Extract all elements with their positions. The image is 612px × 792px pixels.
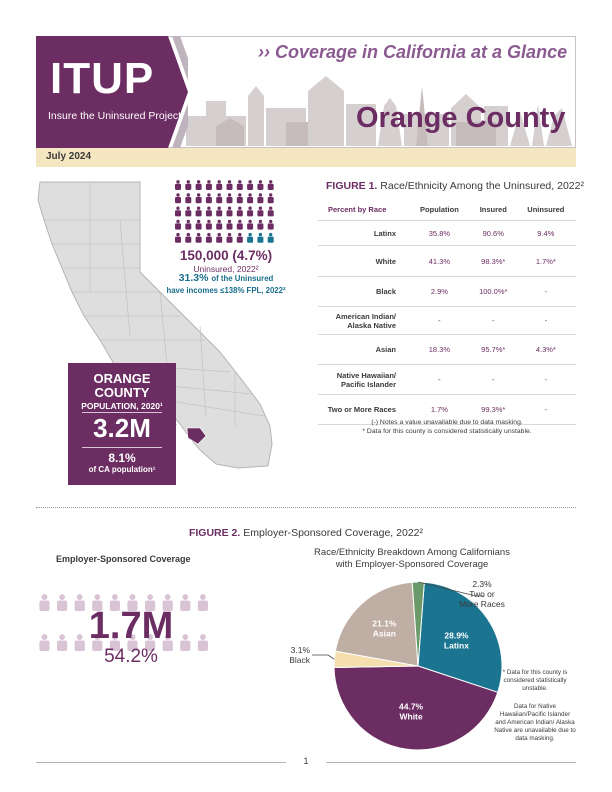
person-icon — [175, 180, 181, 190]
figure1-notes — [318, 418, 576, 436]
person-icon — [247, 233, 253, 243]
figure2-title — [0, 527, 612, 539]
person-icon — [216, 233, 222, 243]
person-icon — [206, 220, 212, 230]
cell-uninsured: - — [516, 277, 576, 307]
report-date: July 2024 — [46, 151, 92, 162]
person-icon — [216, 193, 222, 203]
pie-label: 44.7% — [399, 701, 424, 712]
pie-label: Black — [289, 655, 310, 665]
person-icon — [227, 207, 233, 217]
cell-uninsured: - — [516, 395, 576, 425]
person-icon — [227, 180, 233, 190]
pie-masking-note: Data for Native Hawaiian/Pacific Islander and American Indian/ Alaska Native are unavailable due to data masking. — [494, 703, 576, 742]
cell-insured: - — [471, 365, 516, 395]
person-icon — [257, 207, 263, 217]
person-icon — [257, 193, 263, 203]
uninsured-people-icons — [173, 180, 278, 250]
person-icon — [196, 220, 202, 230]
cell-uninsured: 4.3%* — [516, 335, 576, 365]
person-icon — [206, 207, 212, 217]
person-icon — [175, 233, 181, 243]
cell-insured: 99.3%* — [471, 395, 516, 425]
person-icon — [268, 233, 274, 243]
callout-divider — [82, 447, 162, 448]
person-icon — [247, 220, 253, 230]
person-icon — [227, 220, 233, 230]
cell-population: - — [408, 365, 471, 395]
person-icon — [216, 207, 222, 217]
column-header: Percent by Race — [318, 198, 408, 221]
person-icon — [206, 193, 212, 203]
person-icon — [185, 220, 191, 230]
figure1-title — [326, 180, 584, 192]
low-income-stat — [165, 272, 287, 284]
figure2-label: FIGURE 2. — [188, 527, 241, 539]
person-icon — [237, 220, 243, 230]
person-icon — [257, 233, 263, 243]
figure1-caption: Race/Ethnicity Among the Uninsured, 2022² — [380, 180, 584, 192]
pie-heading-line2: with Employer-Sponsored Coverage — [335, 559, 489, 570]
row-label: White — [318, 246, 408, 277]
footer-rule-right — [326, 762, 576, 763]
pie-label: 28.9% — [444, 630, 469, 641]
person-icon — [237, 207, 243, 217]
race-ethnicity-table — [318, 198, 576, 425]
cell-uninsured: - — [516, 307, 576, 335]
esc-count: 1.7M — [88, 605, 174, 647]
person-icon — [196, 180, 202, 190]
pie-leader-line — [312, 655, 334, 659]
low-income-label-b: have incomes ≤138% FPL, 2022² — [166, 286, 286, 295]
header-banner — [36, 36, 576, 148]
unstable-note: * Data for this county is considered statistically unstable. — [362, 428, 532, 435]
cell-uninsured: 1.7%* — [516, 246, 576, 277]
county-callout — [68, 363, 176, 485]
person-icon — [206, 233, 212, 243]
person-icon — [175, 207, 181, 217]
figure1-label: FIGURE 1. — [326, 180, 378, 192]
person-icon — [237, 193, 243, 203]
page-number: 1 — [303, 756, 309, 766]
person-icon — [185, 207, 191, 217]
person-icon — [185, 193, 191, 203]
footer-rule-left — [36, 762, 286, 763]
cell-population: 2.9% — [408, 277, 471, 307]
county-title: Orange County — [356, 102, 566, 134]
masking-note: (-) Notes a value unavailable due to data masking. — [371, 419, 523, 426]
cell-population: 18.3% — [408, 335, 471, 365]
pie-heading-line1: Race/Ethnicity Breakdown Among Californians — [314, 547, 510, 558]
esc-heading: Employer-Sponsored Coverage — [56, 554, 191, 564]
low-income-percent: 31.3% — [178, 272, 209, 284]
person-icon — [227, 233, 233, 243]
cell-insured: 90.6% — [471, 221, 516, 246]
person-icon — [196, 193, 202, 203]
column-header: Insured — [471, 198, 516, 221]
pie-label: 3.1% — [290, 645, 310, 655]
pie-label: Latinx — [443, 640, 469, 651]
cell-insured: - — [471, 307, 516, 335]
pie-label: 2.3% — [472, 579, 492, 589]
person-icon — [257, 220, 263, 230]
logo-title: ITUP — [50, 54, 155, 103]
row-label: Native Hawaiian/ Pacific Islander — [318, 365, 408, 395]
cell-insured: 100.0%* — [471, 277, 516, 307]
person-icon — [185, 233, 191, 243]
cell-population: 41.3% — [408, 246, 471, 277]
person-icon — [247, 207, 253, 217]
row-label: American Indian/ Alaska Native — [318, 307, 408, 335]
figure2-caption: Employer-Sponsored Coverage, 2022² — [243, 527, 424, 539]
person-icon — [268, 207, 274, 217]
person-icon — [206, 180, 212, 190]
table-row — [318, 335, 576, 365]
person-icon — [175, 193, 181, 203]
row-label: Black — [318, 277, 408, 307]
person-icon — [196, 207, 202, 217]
person-icon — [216, 180, 222, 190]
esc-percent: 54.2% — [104, 646, 158, 667]
row-label: Latinx — [318, 221, 408, 246]
uninsured-label: Uninsured, 2022² — [193, 264, 259, 274]
person-icon — [268, 220, 274, 230]
person-icon — [268, 180, 274, 190]
person-icon — [196, 233, 202, 243]
table-row — [318, 307, 576, 335]
cell-insured: 98.3%* — [471, 246, 516, 277]
column-header: Population — [408, 198, 471, 221]
pie-unstable-note: * Data for this county is considered statistically unstable. — [502, 669, 568, 692]
person-icon — [247, 180, 253, 190]
person-icon — [237, 233, 243, 243]
cell-population: 1.7% — [408, 395, 471, 425]
person-icon — [268, 193, 274, 203]
uninsured-count: 150,000 (4.7%) — [179, 248, 273, 263]
person-icon — [227, 193, 233, 203]
person-icon — [237, 180, 243, 190]
section-divider — [36, 507, 576, 508]
cell-insured: 95.7%* — [471, 335, 516, 365]
cell-uninsured: - — [516, 365, 576, 395]
row-label: Asian — [318, 335, 408, 365]
callout-county-line1: ORANGE — [93, 371, 151, 386]
pie-label: Asian — [372, 628, 396, 639]
table-row — [318, 365, 576, 395]
ca-share-value: 8.1% — [108, 451, 136, 465]
pie-heading — [280, 547, 544, 571]
pie-label: Two or — [469, 589, 495, 599]
population-label: POPULATION, 2020¹ — [81, 401, 163, 411]
banner-tagline: ›› Coverage in California at a Glance — [258, 42, 568, 62]
person-icon — [185, 180, 191, 190]
pie-label: More Races — [459, 599, 505, 609]
date-bar — [36, 148, 576, 167]
cell-population: 35.8% — [408, 221, 471, 246]
logo-subtitle: Insure the Uninsured Project — [48, 110, 182, 122]
table-row — [318, 246, 576, 277]
column-header: Uninsured — [516, 198, 576, 221]
person-icon — [175, 220, 181, 230]
table-row — [318, 221, 576, 246]
person-icon — [216, 220, 222, 230]
ca-share-label: of CA population¹ — [88, 465, 156, 474]
pie-label: 21.1% — [372, 618, 397, 629]
table-header-row — [318, 198, 576, 221]
cell-uninsured: 9.4% — [516, 221, 576, 246]
person-icon — [247, 193, 253, 203]
row-label: Two or More Races — [318, 395, 408, 425]
cell-population: - — [408, 307, 471, 335]
low-income-label-a: of the Uninsured — [211, 274, 274, 283]
person-icon — [257, 180, 263, 190]
table-row — [318, 277, 576, 307]
callout-county-line2: COUNTY — [94, 385, 150, 400]
pie-label: White — [399, 711, 423, 722]
population-value: 3.2M — [93, 413, 151, 443]
